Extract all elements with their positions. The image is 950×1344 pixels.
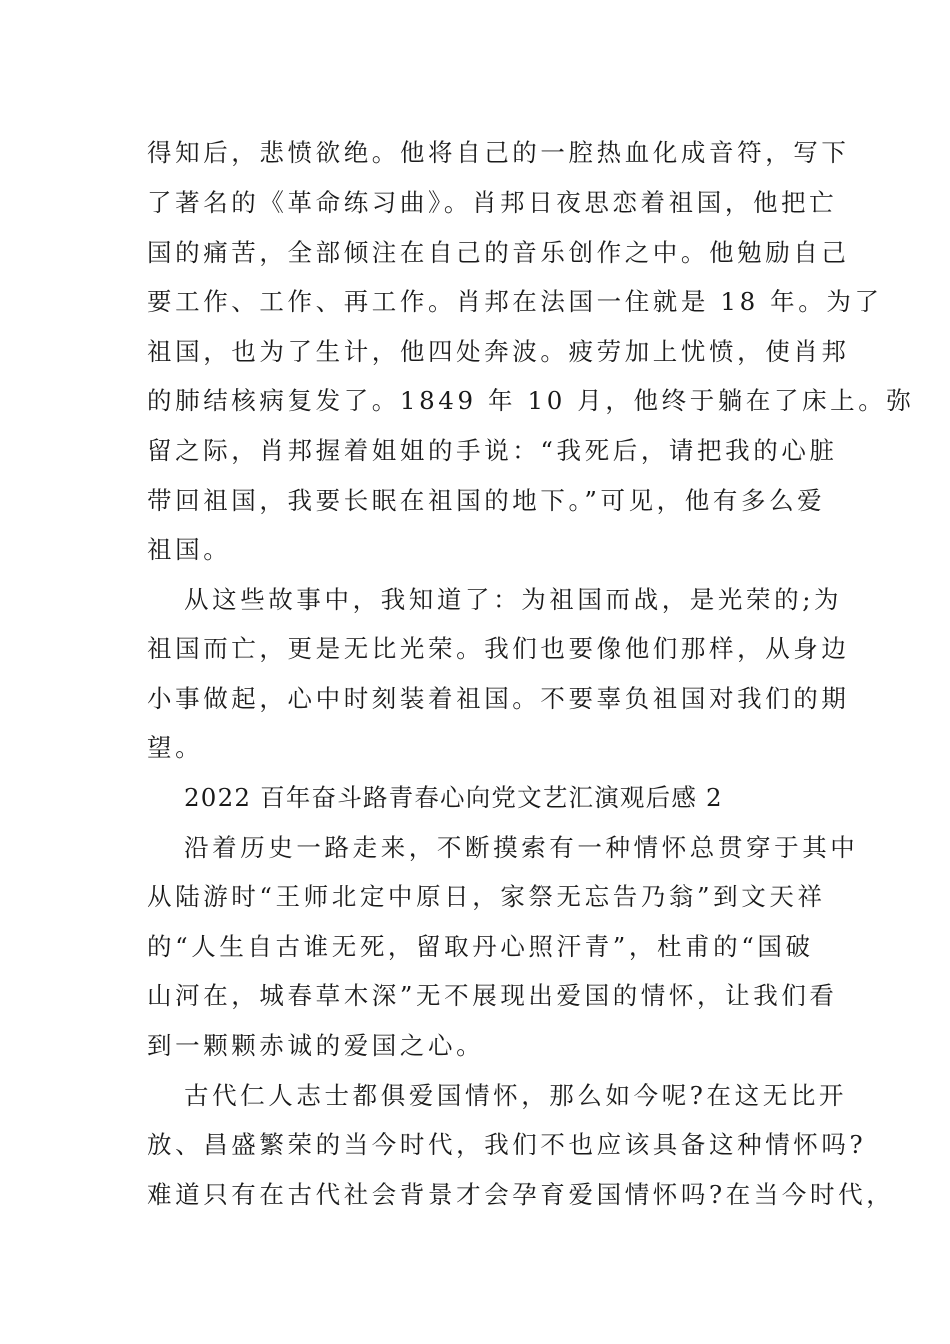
paragraph-first-line: 古代仁人志士都俱爱国情怀，那么如今呢?在这无比开 <box>184 1081 848 1110</box>
text-line: 祖国而亡，更是无比光荣。我们也要像他们那样，从身边 <box>147 634 850 663</box>
text-line: 从陆游时“王师北定中原日，家祭无忘告乃翁”到文天祥 <box>147 882 826 911</box>
text-line: 放、昌盛繁荣的当今时代，我们不也应该具备这种情怀吗? <box>147 1130 867 1159</box>
text-line: 难道只有在古代社会背景才会孕育爱国情怀吗?在当今时代， <box>147 1180 895 1209</box>
paragraph-first-line: 沿着历史一路走来，不断摸索有一种情怀总贯穿于其中 <box>184 833 859 862</box>
text-line: 要工作、工作、再工作。肖邦在法国一住就是 18 年。为了 <box>147 287 883 316</box>
text-line: 山河在，城春草木深”无不展现出爱国的情怀，让我们看 <box>147 981 838 1010</box>
text-line: 的“人生自古谁无死，留取丹心照汗青”，杜甫的“国破 <box>147 932 814 961</box>
text-line: 望。 <box>147 733 204 762</box>
text-line: 祖国。 <box>147 535 232 564</box>
paragraph-first-line: 从这些故事中，我知道了：为祖国而战，是光荣的;为 <box>184 585 843 614</box>
text-line: 留之际，肖邦握着姐姐的手说：“我死后，请把我的心脏 <box>147 436 838 465</box>
text-line: 了著名的《革命练习曲》。肖邦日夜思恋着祖国，他把亡 <box>147 188 838 217</box>
section-heading: 2022 百年奋斗路青春心向党文艺汇演观后感 2 <box>184 783 723 812</box>
text-line: 到一颗颗赤诚的爱国之心。 <box>147 1031 485 1060</box>
text-line: 祖国，也为了生计，他四处奔波。疲劳加上忧愤，使肖邦 <box>147 337 850 366</box>
text-line: 的肺结核病复发了。1849 年 10 月，他终于躺在了床上。弥 <box>147 386 915 415</box>
text-line: 小事做起，心中时刻装着祖国。不要辜负祖国对我们的期 <box>147 684 850 713</box>
text-line: 国的痛苦，全部倾注在自己的音乐创作之中。他勉励自己 <box>147 238 850 267</box>
text-line: 带回祖国，我要长眠在祖国的地下。”可见，他有多么爱 <box>147 486 826 515</box>
text-line: 得知后，悲愤欲绝。他将自己的一腔热血化成音符，写下 <box>147 138 850 167</box>
